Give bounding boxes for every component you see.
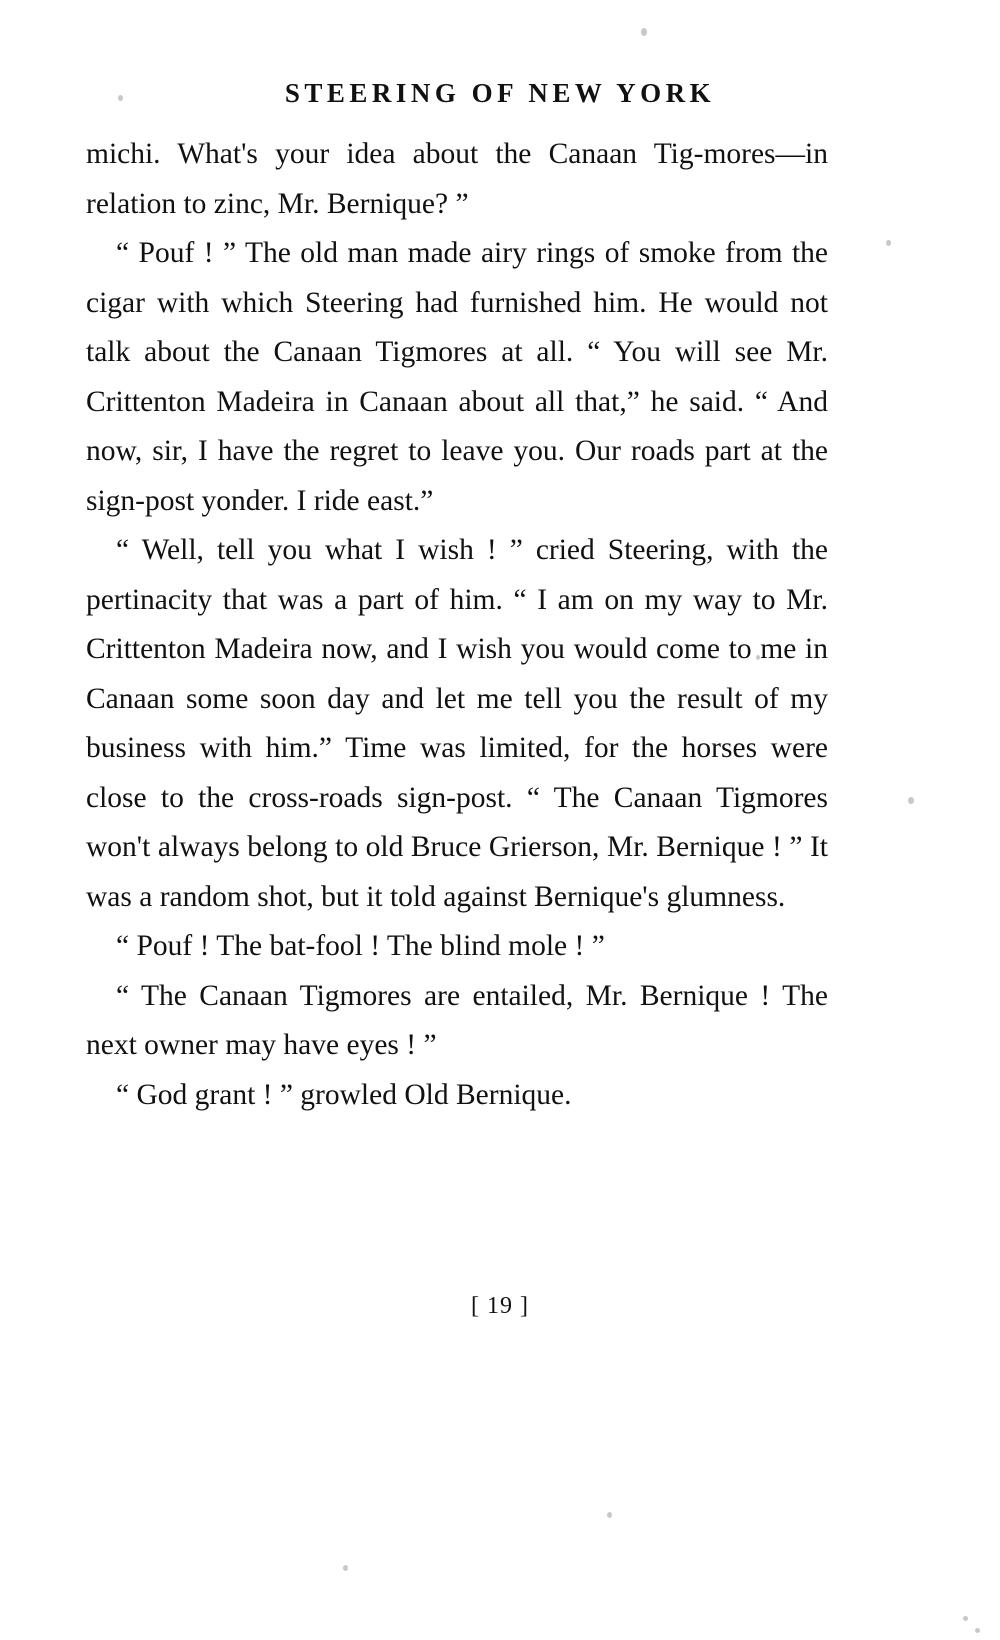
scan-speck [975, 1628, 980, 1633]
paragraph: michi. What's your idea about the Canaan Tig-mores—in relation to zinc, Mr. Bernique? ” [86, 138, 828, 220]
scan-speck [343, 1565, 348, 1571]
paragraph: “ God grant ! ” growled Old Bernique. [116, 1078, 572, 1111]
scan-speck [641, 28, 647, 36]
paragraph: “ Pouf ! ” The old man made airy rings of smoke from the cigar with which Steering had furnished him. He would not talk about the Canaan Tigmores at all. “ You will see Mr. Crittenton Madeira in Canaan about all that,” he said. “ And now, sir, I have the regret to leave you. Our roads part at the sign-post yonder. I ride east.” [86, 237, 828, 517]
page-number: [ 19 ] [471, 1293, 529, 1319]
paragraph: “ Well, tell you what I wish ! ” cried Steering, with the pertinacity that was a part of him. “ I am on my way to Mr. Crittenton Madeira now, and I wish you would come to me in Canaan some soon day and let me tell you the result of my business with him.” Time was limited, for the horses were close to the cross-roads sign-post. “ The Canaan Tigmores won't always belong to old Bruce Grierson, Mr. Bernique ! ” It was a random shot, but it told against Bernique's glumness. [86, 534, 828, 913]
paragraph: “ The Canaan Tigmores are entailed, Mr. Bernique ! The next owner may have eyes ! ” [86, 979, 828, 1061]
page-running-head: STEERING OF NEW YORK [284, 78, 716, 108]
paragraph: “ Pouf ! The bat-fool ! The blind mole ! ” [116, 930, 605, 962]
scan-speck [607, 1512, 612, 1518]
page-body-text [86, 130, 828, 1120]
scan-speck [963, 1616, 968, 1621]
scan-speck [886, 240, 891, 246]
scan-speck [908, 797, 914, 804]
